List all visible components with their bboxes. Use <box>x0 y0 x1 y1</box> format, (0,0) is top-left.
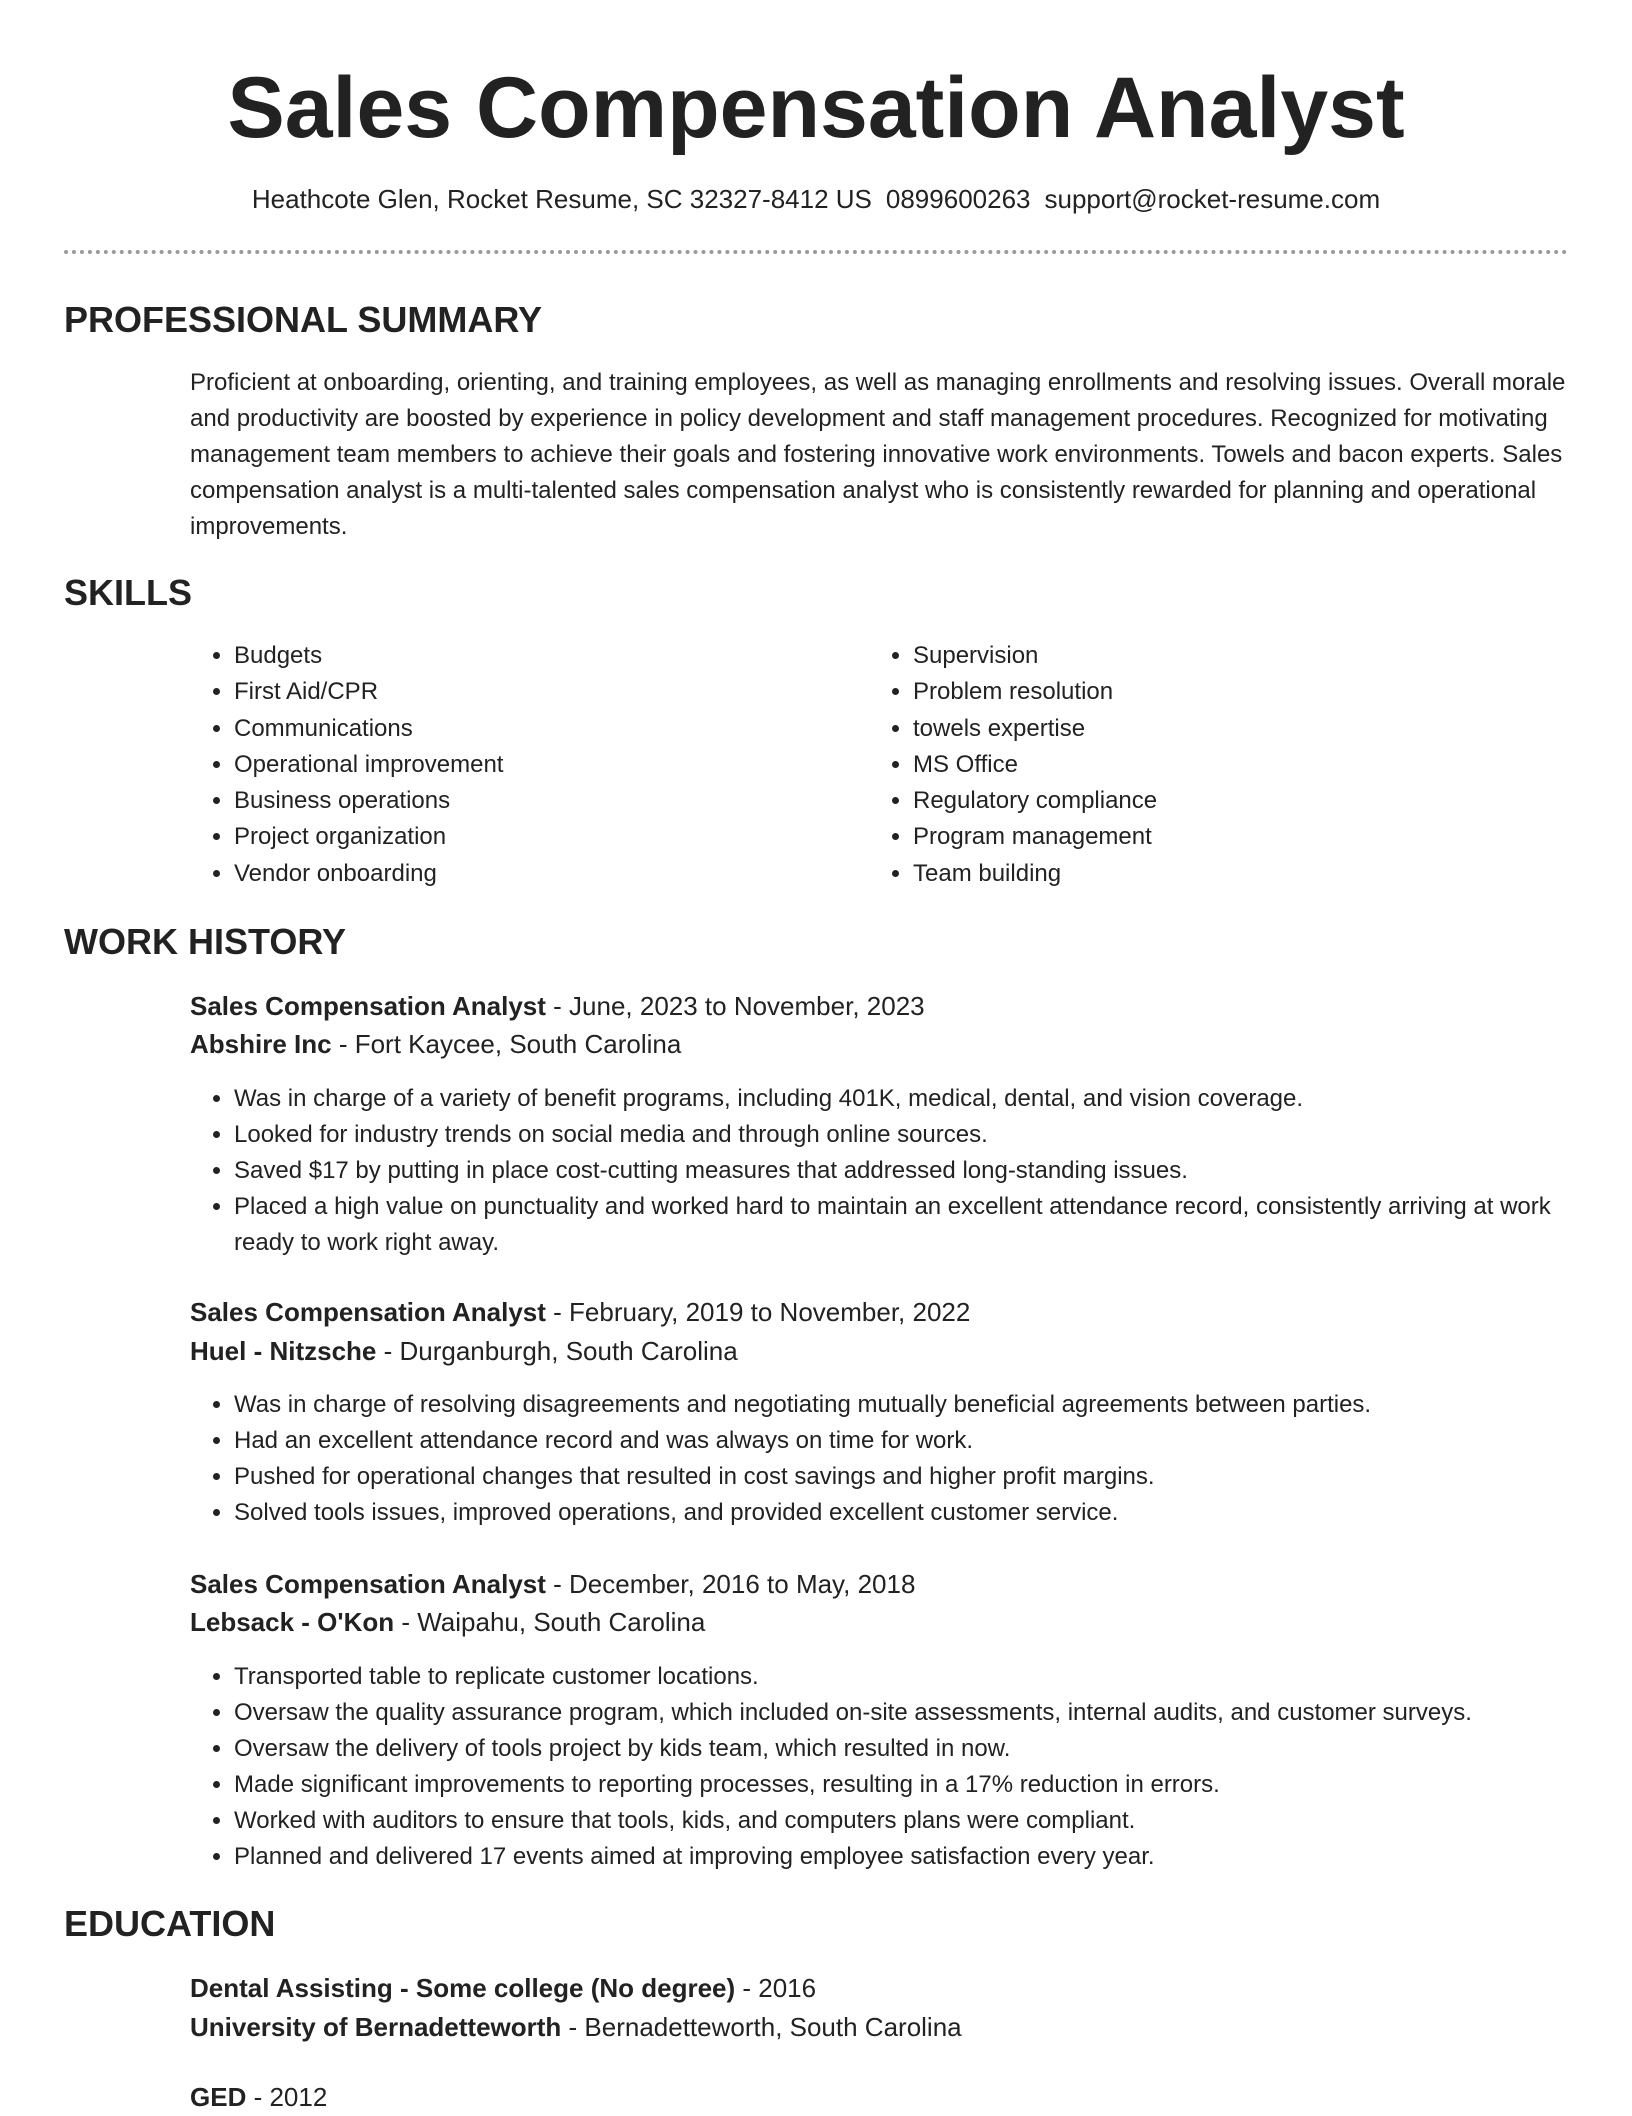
job-company-line <box>190 1025 1570 1063</box>
skill-item: • Team building <box>913 856 1489 892</box>
skill-item: • Business operations <box>234 783 810 819</box>
job-company: Abshire Inc <box>190 1029 332 1059</box>
skill-item: • MS Office <box>913 747 1489 783</box>
skill-item: • Communications <box>234 711 810 747</box>
job-bullet: • Saved $17 by putting in place cost-cutting measures that addressed long-standing issues. <box>234 1153 1570 1189</box>
job-company: Lebsack - O'Kon <box>190 1607 395 1637</box>
header-divider <box>64 250 1568 254</box>
section-title-summary: PROFESSIONAL SUMMARY <box>64 299 543 340</box>
skill-item: • Problem resolution <box>913 674 1489 710</box>
job-bullet: • Looked for industry trends on social media and through online sources. <box>234 1117 1570 1153</box>
skill-item: • Vendor onboarding <box>234 856 810 892</box>
job-bullet: • Oversaw the quality assurance program, which included on-site assessments, internal audits, and customer surveys. <box>234 1695 1570 1731</box>
job-role: Sales Compensation Analyst <box>190 1297 546 1327</box>
job-bullet: • Oversaw the delivery of tools project by kids team, which resulted in now. <box>234 1731 1570 1767</box>
job-bullet: • Transported table to replicate customer locations. <box>234 1659 1570 1695</box>
section-title-education: EDUCATION <box>64 1903 276 1944</box>
job-company: Huel - Nitzsche <box>190 1336 377 1366</box>
summary-text: Proficient at onboarding, orienting, and training employees, as well as managing enrollments and resolving issues. Overall morale and productivity are boosted by experience in policy development and staff management procedures. Recognized for motivating management team members to achieve their goals and fostering innovative work environments. Towels and bacon experts. Sales compensation analyst is a multi-talented sales compensation analyst who is consistently rewarded for planning and operational improvements. <box>190 369 1566 540</box>
skill-item: • Regulatory compliance <box>913 783 1489 819</box>
contact-address: Heathcote Glen, Rocket Resume, SC 32327-8412 US <box>251 184 872 214</box>
education-school: University of Bernadetteworth <box>190 2012 562 2042</box>
job-title-line <box>190 987 1570 1025</box>
job-bullets <box>190 1081 1570 1261</box>
job-title-line <box>190 1565 1570 1603</box>
job-bullet: • Solved tools issues, improved operations, and provided excellent customer service. <box>234 1495 1570 1531</box>
contact-email: support@rocket-resume.com <box>1044 184 1381 214</box>
job-title-line <box>190 1293 1570 1331</box>
skill-item: • Operational improvement <box>234 747 810 783</box>
job-dates: - December, 2016 to May, 2018 <box>545 1569 916 1599</box>
skill-item: • Program management <box>913 819 1489 855</box>
job-bullet: • Placed a high value on punctuality and worked hard to maintain an excellent attendance record, consistently arriving at work ready to work right away. <box>234 1189 1570 1261</box>
skill-item: • towels expertise <box>913 711 1489 747</box>
education-degree: GED <box>190 2082 247 2112</box>
job-bullets <box>190 1387 1570 1531</box>
education-year: - 2016 <box>735 1973 817 2003</box>
job-bullet: • Made significant improvements to reporting processes, resulting in a 17% reduction in errors. <box>234 1767 1570 1803</box>
job-location: - Waipahu, South Carolina <box>394 1607 706 1637</box>
job-bullet: • Was in charge of resolving disagreements and negotiating mutually beneficial agreements between parties. <box>234 1387 1570 1423</box>
job-location: - Durganburgh, South Carolina <box>376 1336 738 1366</box>
job-role: Sales Compensation Analyst <box>190 991 546 1021</box>
contact-line <box>0 182 1632 216</box>
job-bullet: • Had an excellent attendance record and was always on time for work. <box>234 1423 1570 1459</box>
education-location: - Bernadetteworth, South Carolina <box>561 2012 962 2042</box>
job-location: - Fort Kaycee, South Carolina <box>331 1029 682 1059</box>
section-title-skills: SKILLS <box>64 572 193 613</box>
contact-phone: 0899600263 <box>885 184 1031 214</box>
section-title-work-history: WORK HISTORY <box>64 921 347 962</box>
candidate-name: Sales Compensation Analyst <box>227 60 1405 156</box>
job-bullet: • Worked with auditors to ensure that tools, kids, and computers plans were compliant. <box>234 1803 1570 1839</box>
job-company-line <box>190 1603 1570 1641</box>
job-bullet: • Was in charge of a variety of benefit programs, including 401K, medical, dental, and vision coverage. <box>234 1081 1570 1117</box>
skills-column-left <box>190 638 810 892</box>
skill-item: • Supervision <box>913 638 1489 674</box>
education-school-line <box>190 2008 1570 2046</box>
skill-item: • Budgets <box>234 638 810 674</box>
education-year: - 2012 <box>246 2082 328 2112</box>
skills-list-left <box>190 638 810 892</box>
job-bullet: • Pushed for operational changes that resulted in cost savings and higher profit margins. <box>234 1459 1570 1495</box>
skill-item: • Project organization <box>234 819 810 855</box>
job-company-line <box>190 1332 1570 1370</box>
skill-item: • First Aid/CPR <box>234 674 810 710</box>
job-bullets <box>190 1659 1570 1875</box>
job-dates: - February, 2019 to November, 2022 <box>545 1297 971 1327</box>
skills-list-right <box>869 638 1489 892</box>
job-bullet: • Planned and delivered 17 events aimed at improving employee satisfaction every year. <box>234 1839 1570 1875</box>
education-degree-line <box>190 2078 1570 2116</box>
education-degree-line <box>190 1969 1570 2007</box>
education-degree: Dental Assisting - Some college (No degree) <box>190 1973 736 2003</box>
job-dates: - June, 2023 to November, 2023 <box>545 991 925 1021</box>
skills-column-right <box>869 638 1489 892</box>
job-role: Sales Compensation Analyst <box>190 1569 546 1599</box>
